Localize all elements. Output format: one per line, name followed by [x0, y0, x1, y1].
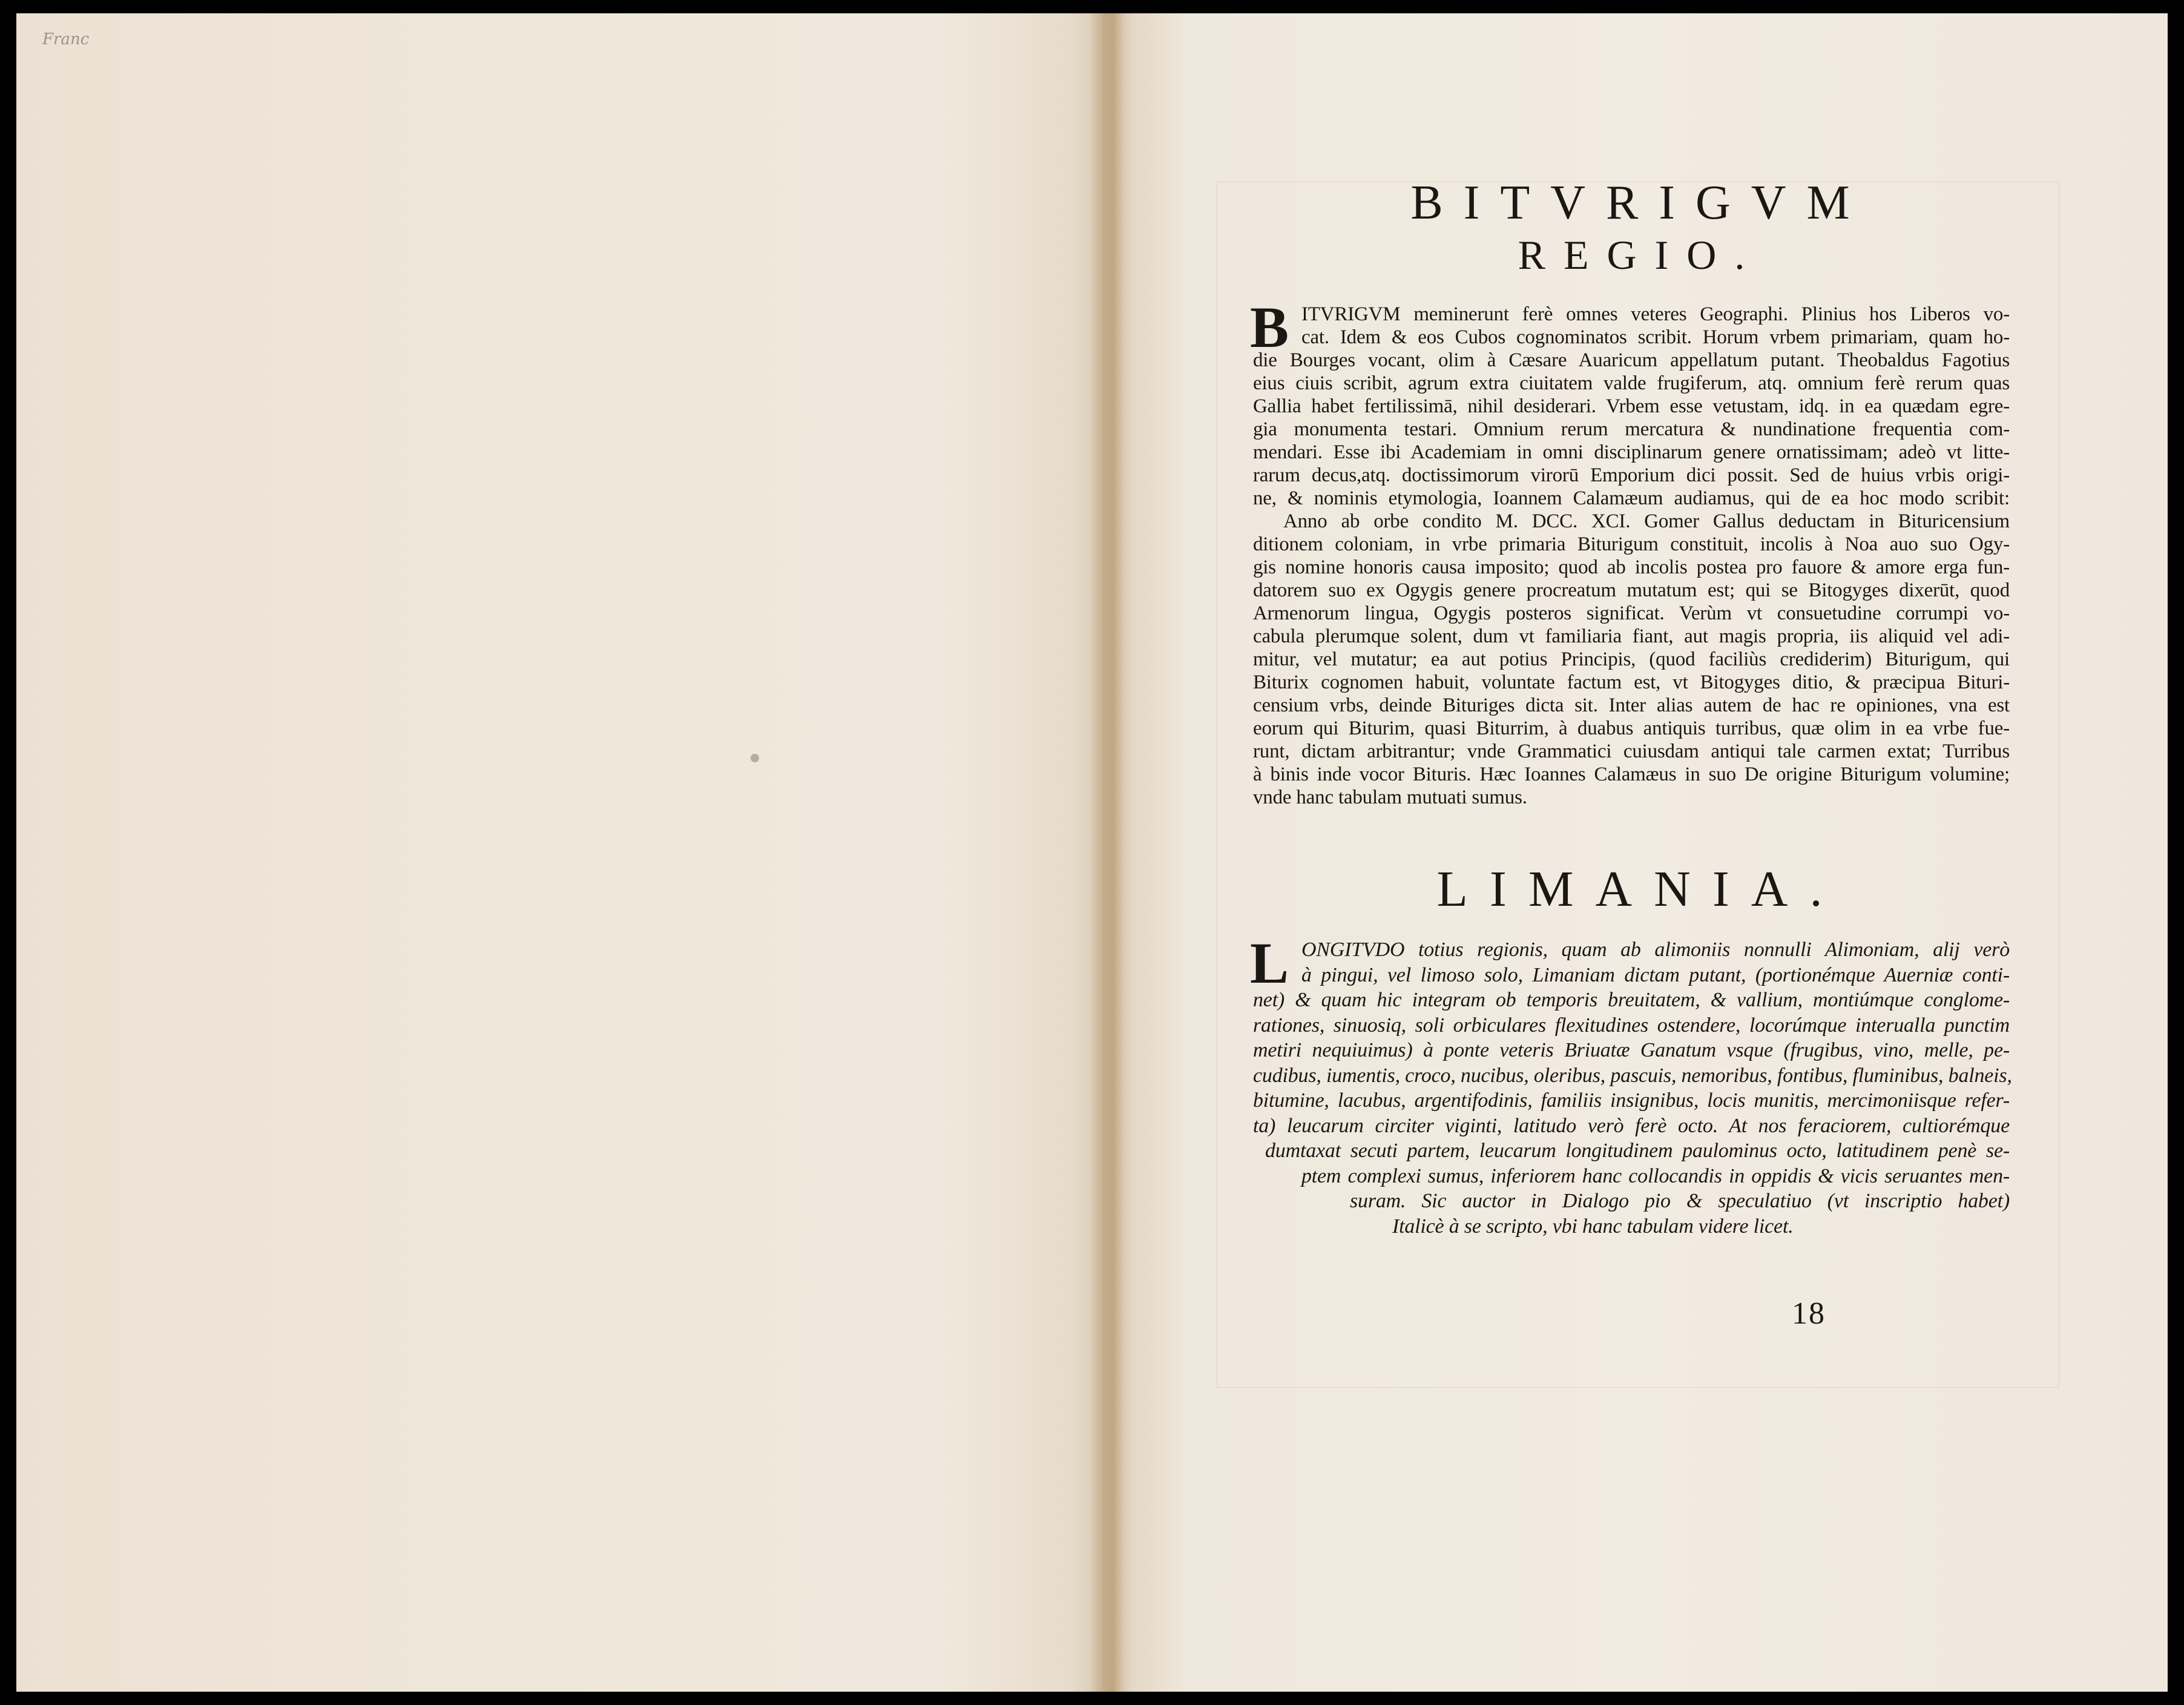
text-line: rarum decus,atq. doctissimorum virorū Emporium dici possit. Sed de huius vrbis origi-: [1253, 464, 2010, 486]
text-line: cabula plerumque solent, dum vt familiaria fiant, aut magis propria, iis aliquid vel adi-: [1253, 625, 2010, 647]
text-line: gis nomine honoris causa imposito; quod ab incolis postea pro fauore & amore erga fun-: [1253, 556, 2010, 578]
text-line: suram. Sic auctor in Dialogo pio & speculatiuo (vt inscriptio habet): [1350, 1190, 2010, 1212]
text-line: cudibus, iumentis, croco, nucibus, oleribus, pascuis, nemoribus, fontibus, fluminibus, balneis,: [1253, 1064, 2012, 1087]
pencil-annotation: Franc: [42, 30, 90, 48]
title-biturigum: BITVRIGVM: [1410, 176, 1870, 229]
text-line: net) & quam hic integram ob temporis breuitatem, & vallium, montiúmque conglome-: [1253, 989, 2010, 1011]
text-line: runt, dictam arbitrantur; vnde Grammatici cuiusdam antiqui tale carmen extat; Turribus: [1253, 740, 2010, 762]
text-line: ta) leucarum circiter viginti, latitudo verò ferè octo. At nos feraciorem, cultiorémque: [1253, 1114, 2010, 1137]
biturigum-text: [1253, 303, 2010, 809]
text-line: vnde hanc tabulam mutuati sumus.: [1253, 787, 1527, 808]
text-line: Gallia habet fertilissimā, nihil desiderari. Vrbem esse vetustam, idq. in ea quædam egre-: [1253, 395, 2010, 417]
page-gutter: [1090, 13, 1132, 1692]
text-line: ne, & nominis etymologia, Ioannem Calamæum audiamus, qui de ea hoc modo scribit:: [1253, 487, 2010, 509]
text-line: Anno ab orbe condito M. DCC. XCI. Gomer Gallus deductam in Bituricensium: [1283, 510, 2010, 532]
text-line: eius ciuis scribit, agrum extra ciuitatem valde frugiferum, atq. omnium ferè rerum quas: [1253, 372, 2010, 394]
text-line: mitur, vel mutatur; ea aut potius Principis, (quod faciliùs crediderim) Biturigum, qui: [1253, 648, 2010, 670]
text-line: cat. Idem & eos Cubos cognominatos scribit. Horum vrbem primariam, quam ho-: [1301, 326, 2010, 348]
text-line: à pingui, vel limoso solo, Limaniam dictam putant, (portionémque Auerniæ conti-: [1301, 963, 2010, 986]
text-line: eorum qui Biturim, quasi Biturrim, à duabus antiquis turribus, quæ olim in ea vrbe fue-: [1253, 717, 2010, 739]
text-line: dumtaxat secuti partem, leucarum longitudinem paulominus octo, latitudinem penè se-: [1265, 1139, 2010, 1162]
left-page: [16, 13, 1102, 1692]
text-line: gia monumenta testari. Omnium rerum mercatura & nundinatione frequentia com-: [1253, 418, 2010, 440]
text-line: Biturix cognomen habuit, voluntate factum est, vt Bitogyges ditio, & præcipua Bituri-: [1253, 671, 2010, 693]
text-line: Italicè à se scripto, vbi hanc tabulam videre licet.: [1392, 1215, 1794, 1238]
foxing-spot: [751, 754, 759, 762]
dropcap-l: L: [1250, 931, 1289, 995]
text-line: ptem complexi sumus, inferiorem hanc collocandis in oppidis & vicis seruantes men-: [1301, 1164, 2010, 1187]
dropcap-b: B: [1250, 295, 1289, 360]
title-regio: REGIO.: [1518, 232, 1763, 278]
title-limania: LIMANIA.: [1436, 861, 1844, 917]
text-line: Armenorum lingua, Ogygis posteros significat. Verùm vt consuetudine corrumpi vo-: [1253, 602, 2010, 624]
text-line: rationes, sinuosiq, soli orbiculares flexitudines ostendere, locorúmque interualla punctim: [1253, 1014, 2010, 1037]
text-line: datorem suo ex Ogygis genere procreatum mutatum est; qui se Bitogyges dixerūt, quod: [1253, 579, 2010, 601]
text-line: mendari. Esse ibi Academiam in omni disciplinarum genere ornatissimam; adeò vt litte-: [1253, 441, 2010, 463]
text-line: ditionem coloniam, in vrbe primaria Biturigum constituit, incolis à Noa auo suo Ogy-: [1253, 533, 2010, 555]
page-number: 18: [1792, 1296, 1826, 1331]
limania-text: [1253, 937, 2010, 1239]
text-line: die Bourges vocant, olim à Cæsare Auaricum appellatum putant. Theobaldus Fagotius: [1253, 349, 2010, 371]
text-line: bitumine, lacubus, argentifodinis, familiis insignibus, locis munitis, mercimoniisque refer-: [1253, 1089, 2010, 1112]
text-line: metiri nequiuimus) à ponte veteris Briuatæ Ganatum vsque (frugibus, vino, melle, pe-: [1253, 1039, 2010, 1061]
text-line: à binis inde vocor Bituris. Hæc Ioannes Calamæus in suo De origine Biturigum volumine;: [1253, 763, 2010, 785]
text-line: ITVRIGVM meminerunt ferè omnes veteres Geographi. Plinius hos Liberos vo-: [1301, 303, 2010, 325]
text-line: censium vrbs, deinde Bituriges dicta sit. Inter alias autem de hac re opiniones, vna est: [1253, 694, 2010, 716]
text-line: ONGITVDO totius regionis, quam ab alimoniis nonnulli Alimoniam, alij verò: [1301, 938, 2010, 961]
